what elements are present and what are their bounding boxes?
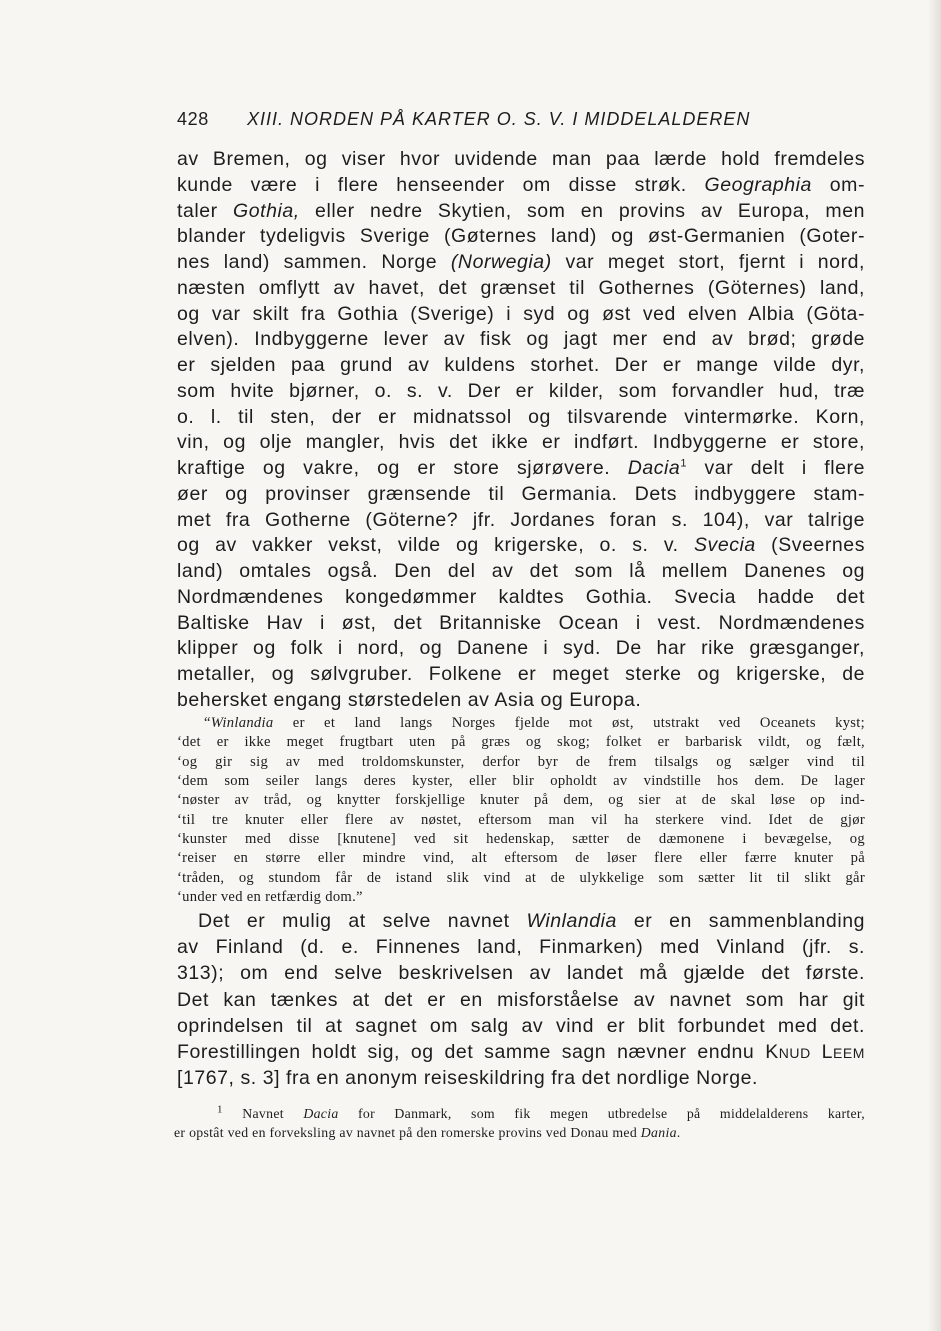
footnote-marker: 1 [680,457,687,470]
text-line: metaller, og sølvgruber. Folkene er meget sterke og krigerske, de [177,663,865,685]
quote-line: ‘kunster med disse [knutene] ved sit hedenskap, sætter de dæmonene i bevægelse, og [177,831,865,848]
text-line: av Finland (d. e. Finnenes land, Finmarken) med Vinland (jfr. s. [177,936,865,959]
quote-line: ‘under ved en retfærdig dom.” [177,889,363,906]
text-line: klipper og folk i nord, og Danene i syd. De har rike græsganger, [177,637,865,660]
quote-line: ‘og gir sig av med troldomskunster, derfor byr de frem tilsalgs og sælger vind til [177,753,865,770]
footnote-line: $^1$ Navnet Dacia for Danmark, som fik megen utbredelse på middelalderens karter, [217,1103,865,1121]
text-line: av Bremen, og viser hvor uvidende man paa lærde hold fremdeles [177,148,865,170]
quote-line: ‘tråden, og stundom får de istand slik vind at de ulykkelige som sætter lit til slikt går [177,869,865,886]
text-line: næsten omflytt av havet, det grænset til Gothernes (Göternes) land, [177,276,865,299]
page-number: 428 [177,109,209,129]
second-paragraph [177,908,865,1091]
text-line: kunde være i flere henseender om disse strøk. Geographia om- [177,173,865,196]
text-line: nes land) sammen. Norge (Norwegia) var meget stort, fjernt i nord, [177,251,865,273]
text-line: met fra Gotherne (Göterne? jfr. Jordanes foran s. 104), var talrige [177,508,865,531]
text-line: Det er mulig at selve navnet Winlandia er en sammenblanding [198,910,865,932]
text-line: oprindelsen til at sagnet om salg av vind er blit forbundet med det. [177,1014,865,1037]
text-line: som hvite bjørner, o. s. v. Der er kilder, som forvandler hud, træ [177,379,865,402]
text-line: øer og provinser grænsende til Germania. Dets indbyggere stam- [177,482,865,505]
footnote-line: er opstât ved en forveksling av navnet på den romerske provins ved Donau med Dania. [174,1125,681,1140]
text-line: vin, og olje mangler, hvis det ikke er indført. Indbyggerne er store, [177,431,865,454]
text-line: 313); om end selve beskrivelsen av landet må gjælde det første. [177,962,865,985]
quote-line: ‘det er ikke meget frugtbart uten på græs og skog; folket er barbarisk vildt, og fælt, [177,734,865,751]
text-line: og av vakker vekst, vilde og krigerske, o. s. v. Svecia (Sveernes [177,534,865,557]
text-line: [1767, s. 3] fra en anonym reiseskildring fra det nordlige Norge. [177,1067,758,1090]
author-name: Knud Leem [765,1040,866,1063]
text-line: er sjelden paa grund av kuldens storhet. Der er mange vilde dyr, [177,354,865,376]
page-edge-shadow [927,0,941,1331]
text-line: behersket engang størstedelen av Asia og Europa. [177,688,642,711]
quote-line: ‘til tre knuter eller flere av nøstet, eftersom man vil ha sterkere vind. Idet de gjør [177,811,865,828]
text-line: Det kan tænkes at det er en misforståelse av navnet som har git [177,988,865,1011]
quote-line: “Winlandia er et land langs Norges fjelde mot øst, utstrakt ved Oceanets kyst; [204,715,865,731]
text-line: Baltiske Hav i øst, det Britanniske Ocean i vest. Nordmændenes [177,611,865,634]
text-line: Forestillingen holdt sig, og det samme sagn nævner endnu Knud Leem [177,1040,866,1063]
quote-line: ‘dem som seiler langs deres kyster, eller blir opholdt av vindstille hos dem. De lager [177,773,865,790]
text-line: Nordmændenes kongedømmer kaldtes Gothia. Svecia hadde det [177,585,865,608]
text-line: kraftige og vakre, og er store sjørøvere. Dacia$^1$ var delt i flere [177,457,865,479]
running-header [177,109,867,130]
text-line: elven). Indbyggerne lever av fisk og jagt mer end av brød; grøde [177,328,865,351]
text-line: land) omtales også. Den del av det som lå mellem Danenes og [177,560,865,582]
quote-line: ‘nøster av tråd, og knytter forskjellige knuter på dem, og sier at de skal løse op ind- [177,792,865,809]
footnote-number: 1 [217,1103,223,1116]
text-line: taler Gothia, eller nedre Skytien, som en provins av Europa, men [177,199,865,222]
quote-line: ‘reiser en større eller mindre vind, alt eftersom de løser flere eller færre knuter på [177,850,865,867]
text-line: o. l. til sten, der er midnatssol og tilsvarende vintermørke. Korn, [177,405,865,428]
running-title: XIII. NORDEN PÅ KARTER O. S. V. I MIDDELALDEREN [247,109,751,129]
text-line: blander tydeligvis Sverige (Gøternes land) og øst-Germanien (Goter- [177,225,865,248]
text-line: og var skilt fra Gothia (Sverige) i syd og øst ved elven Albia (Göta- [177,302,865,325]
main-paragraph [177,147,865,714]
block-quote [177,714,865,907]
footnote [174,1103,865,1142]
